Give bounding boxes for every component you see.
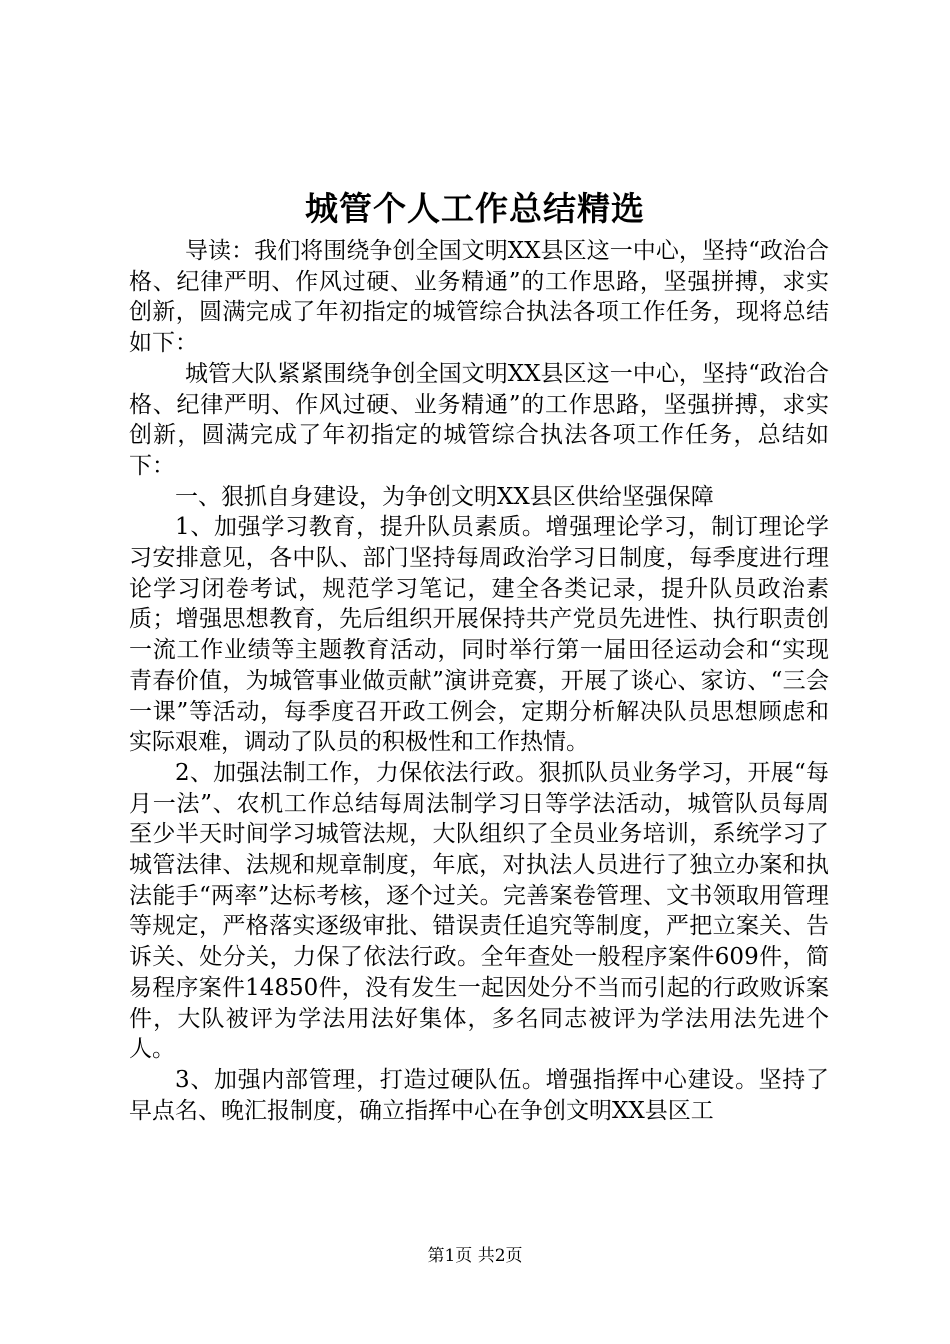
body-paragraph: 2、加强法制工作，力保依法行政。狠抓队员业务学习，开展“每月一法”、农机工作总结每周法制学习日等学法活动，城管队员每周至少半天时间学习城管法规，大队组织了全员业务培训，系统学习了城管法律、法规和规章制度，年底，对执法人员进行了独立办案和执法能手“两率”达标考核，逐个过关。完善案卷管理、文书领取用管理等规定，严格落实逐级审批、错误责任追究等制度，严把立案关、告诉关、处分关，力保了依法行政。全年查处一般程序案件609件，简易程序案件14850件，没有发生一起因处分不当而引起的行政败诉案件，大队被评为学法用法好集体，多名同志被评为学法用法先进个人。 bbox=[129, 759, 829, 1063]
document-title: 城管个人工作总结精选 bbox=[305, 189, 645, 228]
body-paragraph: 1、加强学习教育，提升队员素质。增强理论学习，制订理论学习安排意见，各中队、部门坚持每周政治学习日制度，每季度进行理论学习闭卷考试，规范学习笔记，建全各类记录，提升队员政治素质；增强思想教育，先后组织开展保持共产党员先进性、执行职责创一流工作业绩等主题教育活动，同时举行第一届田径运动会和“实现青春价值，为城管事业做贡献”演讲竞赛，开展了谈心、家访、“三会一课”等活动，每季度召开政工例会，定期分析解决队员思想顾虑和实际艰难，调动了队员的积极性和工作热情。 bbox=[129, 514, 829, 756]
intro-paragraph: 导读：我们将围绕争创全国文明XX县区这一中心，坚持“政治合格、纪律严明、作风过硬、业务精通”的工作思路，坚强拼搏，求实创新，圆满完成了年初指定的城管综合执法各项工作任务，现将总结如下： bbox=[129, 238, 829, 357]
document-body bbox=[129, 236, 829, 1126]
page-number-footer: 第1页 共2页 bbox=[427, 1246, 523, 1266]
section-heading: 一、狠抓自身建设，为争创文明XX县区供给坚强保障 bbox=[175, 483, 714, 510]
body-paragraph: 3、加强内部管理，打造过硬队伍。增强指挥中心建设。坚持了早点名、晚汇报制度，确立指挥中心在争创文明XX县区工 bbox=[129, 1066, 829, 1124]
summary-paragraph: 城管大队紧紧围绕争创全国文明XX县区这一中心，坚持“政治合格、纪律严明、作风过硬、业务精通”的工作思路，坚强拼搏，求实创新，圆满完成了年初指定的城管综合执法各项工作任务，总结如下： bbox=[129, 360, 829, 479]
